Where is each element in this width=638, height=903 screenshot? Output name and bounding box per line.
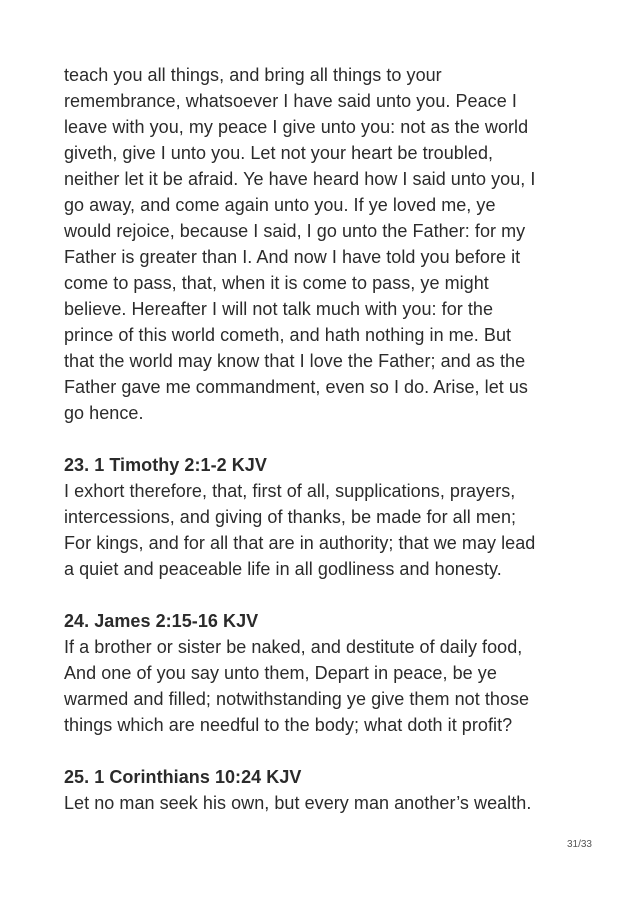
verse-line: And one of you say unto them, Depart in peace, be ye [64, 663, 497, 683]
page-number: 31/33 [566, 839, 592, 850]
text-line: remembrance, whatsoever I have said unto you. Peace I [64, 91, 517, 111]
text-line: go hence. [64, 403, 144, 423]
text-line: giveth, give I unto you. Let not your heart be troubled, [64, 143, 494, 163]
verse-heading: 25. 1 Corinthians 10:24 KJV [64, 767, 302, 787]
text-line: come to pass, that, when it is come to pass, ye might [64, 273, 489, 293]
verse-heading: 23. 1 Timothy 2:1-2 KJV [64, 455, 267, 475]
verse-line: For kings, and for all that are in authority; that we may lead [64, 533, 536, 553]
page-content [64, 62, 574, 816]
text-line: go away, and come again unto you. If ye loved me, ye [64, 195, 496, 215]
text-line: would rejoice, because I said, I go unto the Father: for my [64, 221, 526, 241]
text-line: prince of this world cometh, and hath nothing in me. But [64, 325, 512, 345]
text-line: teach you all things, and bring all things to your [64, 65, 442, 85]
verse-heading: 24. James 2:15-16 KJV [64, 611, 259, 631]
text-line: neither let it be afraid. Ye have heard how I said unto you, I [64, 169, 536, 189]
text-line: believe. Hereafter I will not talk much with you: for the [64, 299, 494, 319]
verse-line: things which are needful to the body; what doth it profit? [64, 715, 513, 735]
verse-24 [64, 582, 574, 738]
verse-line: warmed and filled; notwithstanding ye give them not those [64, 689, 530, 709]
verse-line: If a brother or sister be naked, and destitute of daily food, [64, 637, 523, 657]
verse-line: I exhort therefore, that, first of all, supplications, prayers, [64, 481, 516, 501]
verse-line: Let no man seek his own, but every man another’s wealth. [64, 793, 532, 813]
text-line: Father is greater than I. And now I have told you before it [64, 247, 521, 267]
verse-23 [64, 426, 574, 582]
intro-paragraph [64, 62, 574, 426]
text-line: leave with you, my peace I give unto you: not as the world [64, 117, 529, 137]
text-line: that the world may know that I love the Father; and as the [64, 351, 526, 371]
verse-line: intercessions, and giving of thanks, be made for all men; [64, 507, 517, 527]
verse-line: a quiet and peaceable life in all godliness and honesty. [64, 559, 502, 579]
verse-25 [64, 738, 574, 816]
text-line: Father gave me commandment, even so I do. Arise, let us [64, 377, 528, 397]
